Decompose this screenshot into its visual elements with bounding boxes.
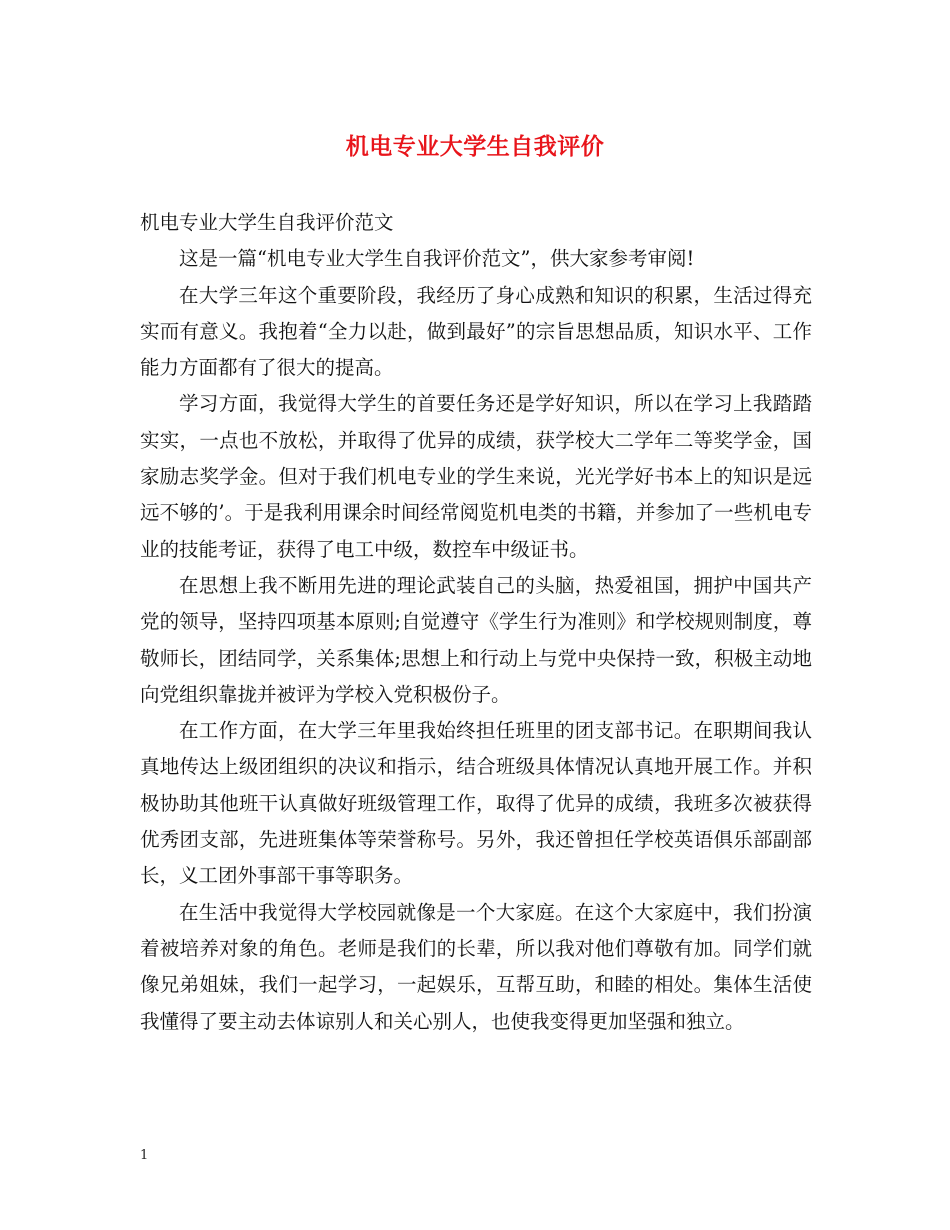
document-title: 机电专业大学生自我评价 (345, 133, 605, 160)
paragraph-intro: 这是一篇“机电专业大学生自我评价范文”，供大家参考审阅! (179, 247, 695, 271)
page-number: 1 (140, 1148, 149, 1163)
document-subtitle: 机电专业大学生自我评价范文 (140, 211, 394, 234)
paragraph-work: 在工作方面，在大学三年里我始终担任班里的团支部书记。在职期间我认真地传达上级团组织的决议和指示，结合班级具体情况认真地开展工作。并积极协助其他班干认真做好班级管理工作，取得了优异的成绩，我班多次被获得优秀团支部，先进班集体等荣誉称号。另外，我还曾担任学校英语俱乐部副部长，义工团外事部干事等职务。 (140, 719, 812, 888)
paragraph-ideology: 在思想上我不断用先进的理论武装自己的头脑，热爱祖国，拥护中国共产党的领导，坚持四项基本原则;自觉遵守《学生行为准则》和学校规则制度，尊敬师长，团结同学，关系集体;思想上和行动上与党中央保持一致，积极主动地向党组织靠拢并被评为学校入党积极份子。 (140, 573, 812, 706)
paragraph-overview: 在大学三年这个重要阶段，我经历了身心成熟和知识的积累，生活过得充实而有意义。我抱着“全力以赴，做到最好”的宗旨思想品质，知识水平、工作能力方面都有了很大的提高。 (140, 283, 812, 380)
paragraph-life: 在生活中我觉得大学校园就像是一个大家庭。在这个大家庭中，我们扮演着被培养对象的角色。老师是我们的长辈，所以我对他们尊敬有加。同学们就像兄弟姐妹，我们一起学习，一起娱乐，互帮互助，和睦的相处。集体生活使我懂得了要主动去体谅别人和关心别人，也使我变得更加坚强和独立。 (140, 900, 812, 1033)
paragraph-study: 学习方面，我觉得大学生的首要任务还是学好知识，所以在学习上我踏踏实实，一点也不放松，并取得了优异的成绩，获学校大二学年二等奖学金，国家励志奖学金。但对于我们机电专业的学生来说，光光学好书本上的知识是远远不够的’。于是我利用课余时间经常阅览机电类的书籍，并参加了一些机电专业的技能考证，获得了电工中级，数控车中级证书。 (140, 392, 812, 561)
document-body (140, 205, 812, 1040)
